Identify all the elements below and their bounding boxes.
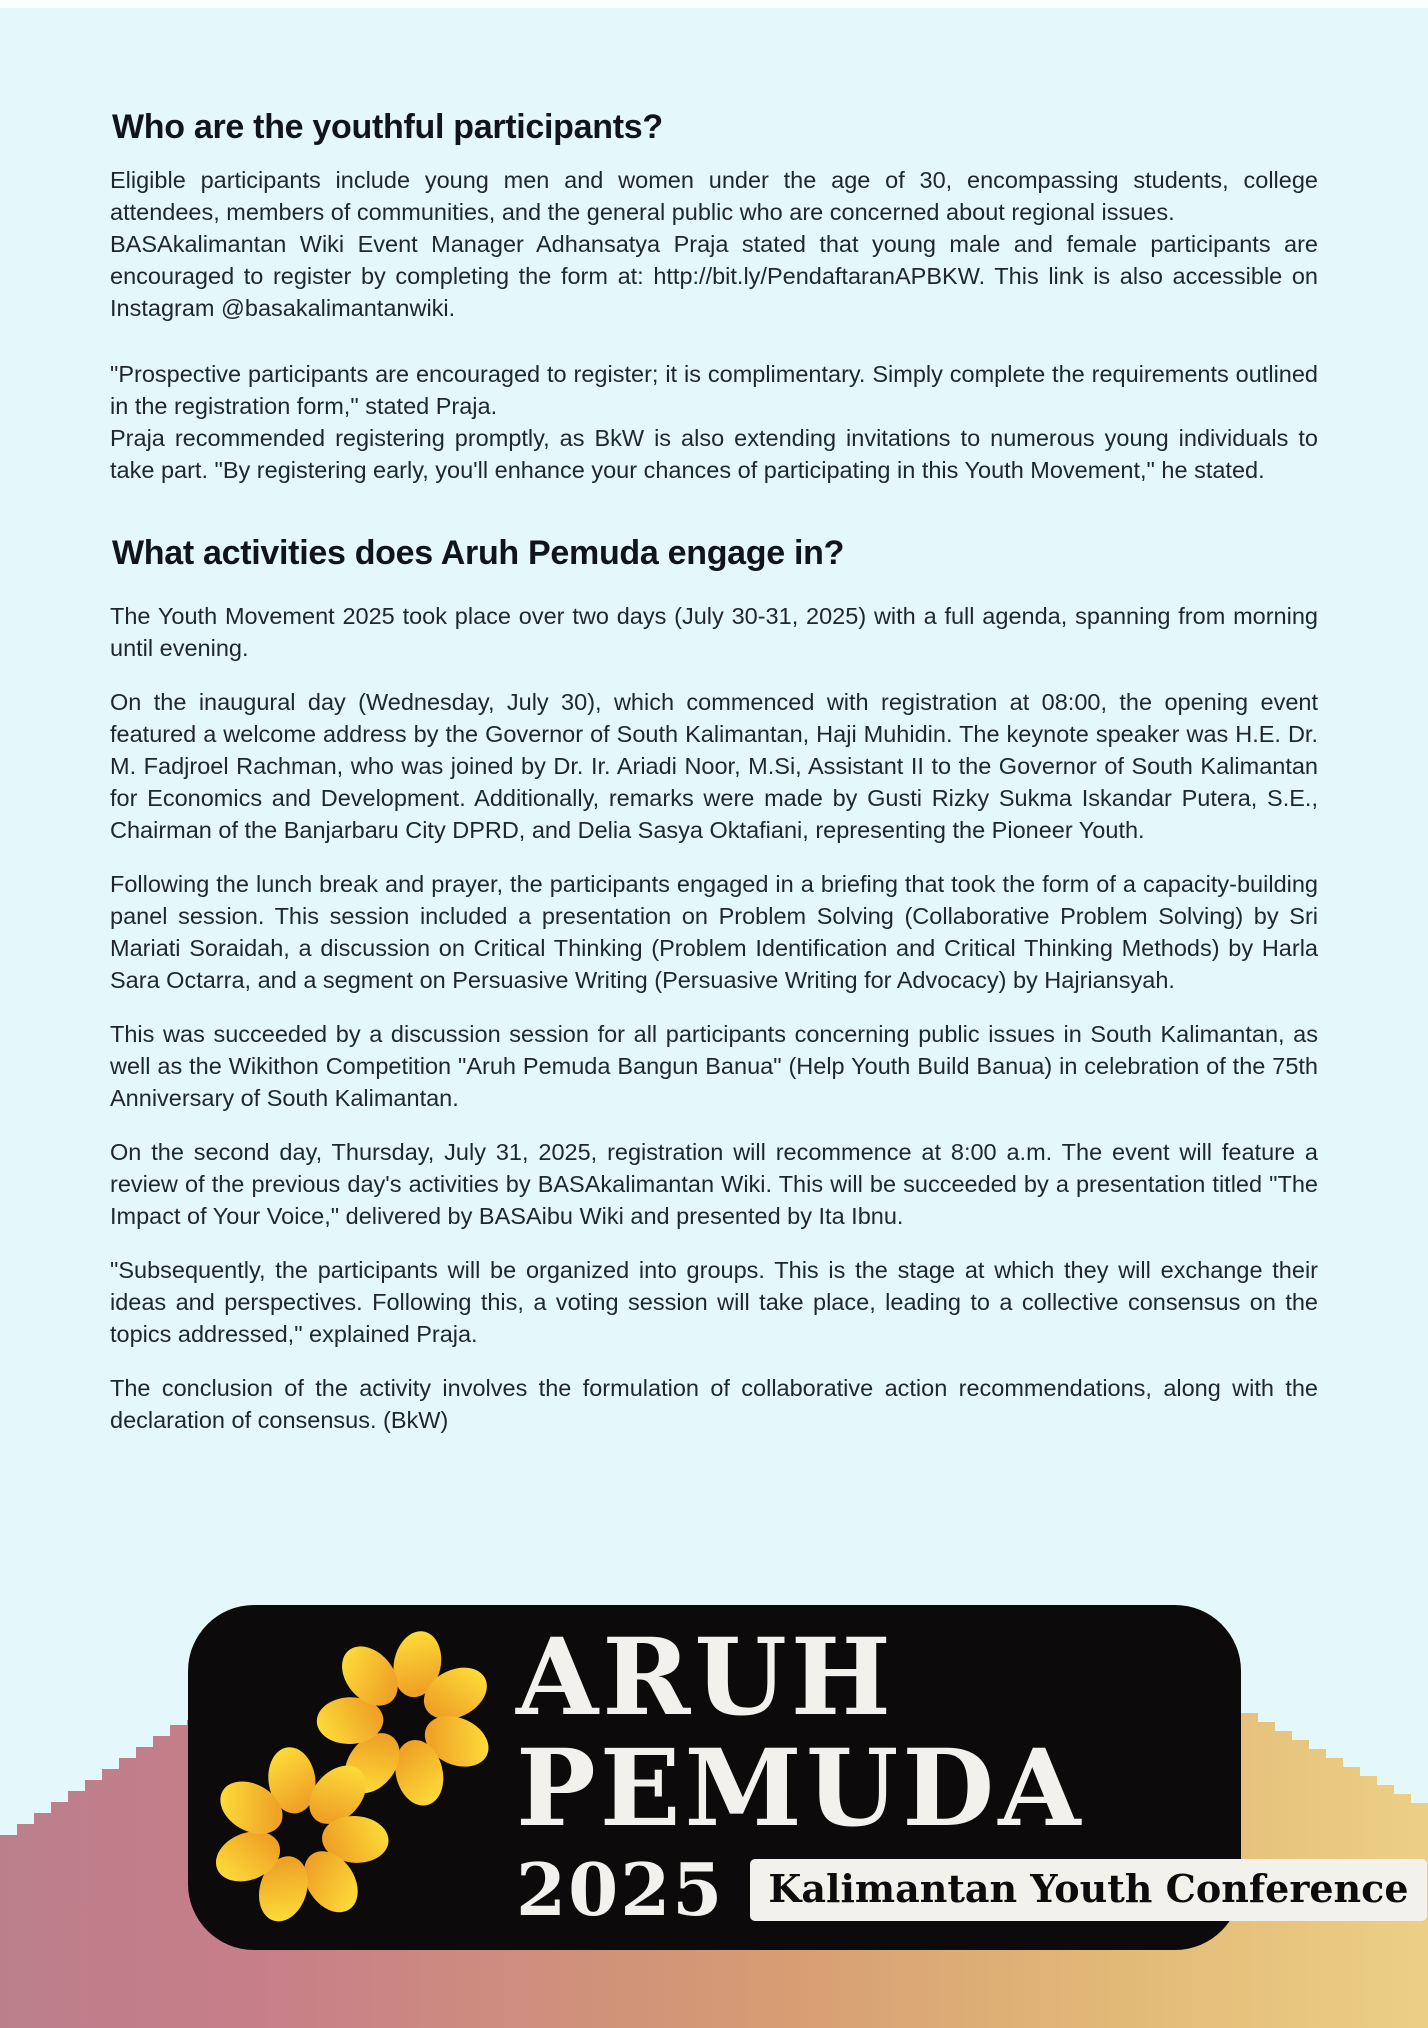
paragraph: Praja recommended registering promptly, as BkW is also extending invitations to numerous young individuals to take part. "By registering early, you'll enhance your chances of participating in this Youth Movement," he stated. <box>110 425 1318 483</box>
flower-petals-icon <box>206 1627 512 1929</box>
section-heading-participants: Who are the youthful participants? <box>112 108 663 146</box>
paragraph: BASAkalimantan Wiki Event Manager Adhansatya Praja stated that young male and female participants are encouraged to register by completing the form at: http://bit.ly/PendaftaranAPBKW. This link is also accessible on Instagram @basakalimantanwiki. <box>110 231 1318 321</box>
aruh-pemuda-logo <box>188 1605 1409 1950</box>
logo-year: 2025 <box>516 1846 725 1932</box>
paragraph: The conclusion of the activity involves the formulation of collaborative action recommendations, along with the declaration of consensus. (BkW) <box>110 1375 1318 1433</box>
section-heading-activities: What activities does Aruh Pemuda engage in? <box>112 534 845 572</box>
logo-title-line2: PEMUDA <box>516 1724 1085 1850</box>
logo-bottom-row <box>516 1846 1427 1932</box>
article-body <box>110 0 1318 1436</box>
paragraph: "Prospective participants are encouraged to register; it is complimentary. Simply complete the requirements outlined in the registration form," stated Praja. <box>110 361 1318 419</box>
paragraph: The Youth Movement 2025 took place over two days (July 30-31, 2025) with a full agenda, spanning from morning until evening. <box>110 603 1318 661</box>
paragraph: "Subsequently, the participants will be organized into groups. This is the stage at which they will exchange their ideas and perspectives. Following this, a voting session will take place, leading to a collective consensus on the topics addressed," explained Praja. <box>110 1257 1318 1347</box>
logo-tagline: Kalimantan Youth Conference <box>750 1859 1426 1921</box>
paragraph: On the inaugural day (Wednesday, July 30), which commenced with registration at 08:00, the opening event featured a welcome address by the Governor of South Kalimantan, Haji Muhidin. The keynote speaker was H.E. Dr. M. Fadjroel Rachman, who was joined by Dr. Ir. Ariadi Noor, M.Si, Assistant II to the Governor of South Kalimantan for Economics and Development. Additionally, remarks were made by Gusti Rizky Sukma Iskandar Putera, S.E., Chairman of the Banjarbaru City DPRD, and Delia Sasya Oktafiani, representing the Pioneer Youth. <box>110 689 1318 843</box>
paragraph: Eligible participants include young men and women under the age of 30, encompassing students, college attendees, members of communities, and the general public who are concerned about regional issues. <box>110 167 1318 225</box>
logo-text-block <box>512 1613 1428 1932</box>
paragraph: Following the lunch break and prayer, the participants engaged in a briefing that took the form of a capacity-building panel session. This session included a presentation on Problem Solving (Collaborative Problem Solving) by Sri Mariati Soraidah, a discussion on Critical Thinking (Problem Identification and Critical Thinking Methods) by Harla Sara Octarra, and a segment on Persuasive Writing (Persuasive Writing for Advocacy) by Hajriansyah. <box>110 871 1318 993</box>
paragraph: This was succeeded by a discussion session for all participants concerning public issues in South Kalimantan, as well as the Wikithon Competition "Aruh Pemuda Bangun Banua" (Help Youth Build Banua) in celebration of the 75th Anniversary of South Kalimantan. <box>110 1021 1318 1111</box>
paragraph: On the second day, Thursday, July 31, 2025, registration will recommence at 8:00 a.m. The event will feature a review of the previous day's activities by BASAkalimantan Wiki. This will be succeeded by a presentation titled "The Impact of Your Voice," delivered by BASAibu Wiki and presented by Ita Ibnu. <box>110 1139 1318 1229</box>
logo-title-line1: ARUH <box>516 1613 895 1739</box>
